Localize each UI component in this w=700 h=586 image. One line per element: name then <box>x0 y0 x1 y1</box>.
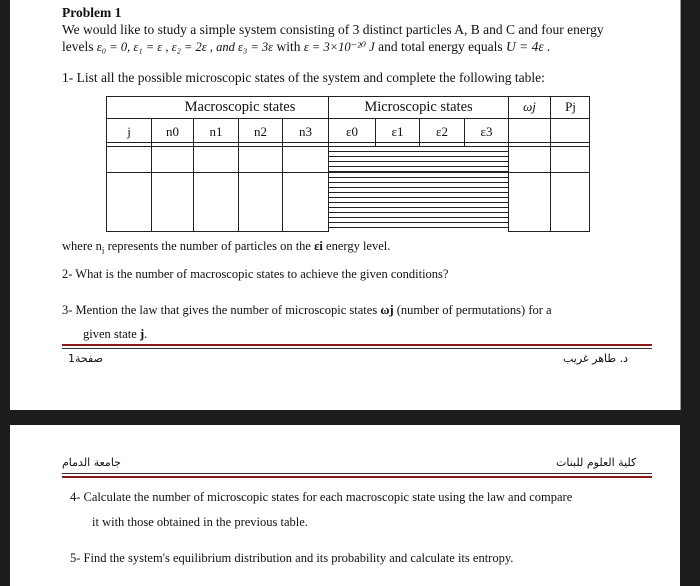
intro-line-1: We would like to study a simple system consisting of 3 distinct particles A, B and C and four energy <box>62 22 604 37</box>
microscopic-states-header: Microscopic states <box>364 99 473 115</box>
micro-states-lines-row-2 <box>329 173 508 232</box>
with-word: with <box>276 39 301 54</box>
q3-text-start: 3- Mention the law that gives the number of microscopic states <box>62 303 381 317</box>
where-epsilon: εi <box>314 239 323 253</box>
n0-header: n0 <box>166 124 179 139</box>
where-note <box>62 239 390 256</box>
total-energy: U = 4ε . <box>506 39 551 54</box>
header-college: كلية العلوم للبنات <box>556 456 637 469</box>
footer-page-number: صفحة1 <box>68 352 103 365</box>
omega-header: ωj <box>523 99 536 114</box>
header-black-rule <box>62 473 652 474</box>
e3-header: ε3 <box>480 124 493 139</box>
footer-author: د. طاهر غريب <box>563 352 629 365</box>
n1-header: n1 <box>209 124 223 139</box>
question-1: 1- List all the possible microscopic states of the system and complete the following table: <box>62 70 545 85</box>
q3-text-end: (number of permutations) for a <box>393 303 552 317</box>
question-4-line-1: 4- Calculate the number of microscopic states for each macroscopic state using the law and compare <box>70 490 573 504</box>
worksheet-page-2 <box>10 425 680 586</box>
col-line-micro-omega <box>508 96 509 232</box>
question-5: 5- Find the system's equilibrium distribution and its probability and calculate its entropy. <box>70 551 514 565</box>
epsilon-value: ε = 3×10⁻²⁰ J <box>303 40 375 54</box>
e2-header: ε2 <box>436 124 448 139</box>
j-header: j <box>127 124 131 139</box>
worksheet-page-1 <box>10 0 681 410</box>
q3-j: j <box>139 327 145 341</box>
where-text-middle: represents the number of particles on the <box>104 239 315 253</box>
macroscopic-states-header: Macroscopic states <box>184 99 296 115</box>
e1-header: ε1 <box>391 124 404 139</box>
intro-line-2-suffix: and total energy equals <box>378 39 503 54</box>
question-4-line-2: it with those obtained in the previous table. <box>92 515 308 529</box>
footer-red-rule <box>62 344 652 346</box>
footer-black-rule <box>62 348 652 349</box>
header-red-rule <box>62 476 652 478</box>
n3-header: n3 <box>299 124 312 139</box>
energy-levels-math: ε₀ = 0, ε₁ = ε , ε₂ = 2ε , and ε₃ = 3ε <box>96 40 274 54</box>
micro-states-lines-row-1 <box>329 147 508 172</box>
table-subheader-divider <box>106 142 590 143</box>
intro-levels-word: levels <box>62 39 94 54</box>
where-subscript: i <box>101 245 105 256</box>
q3-line2-text: given state <box>83 327 140 341</box>
e0-header: ε0 <box>346 124 358 139</box>
q3-omega: ωj <box>380 303 394 317</box>
probability-header: Pj <box>565 99 576 114</box>
where-text-start: where n <box>62 239 102 253</box>
problem-title: Problem 1 <box>62 5 122 20</box>
n2-header: n2 <box>254 124 267 139</box>
table-header-divider <box>106 118 590 119</box>
question-3-line-2 <box>83 327 147 342</box>
header-university: جامعة الدمام <box>62 456 121 469</box>
question-2: 2- What is the number of macroscopic states to achieve the given conditions? <box>62 267 449 281</box>
col-line-omega-p <box>550 96 551 232</box>
intro-line-2 <box>62 39 550 55</box>
question-3-line-1 <box>62 303 552 318</box>
where-text-end: energy level. <box>322 239 391 253</box>
q3-period: . <box>144 327 148 341</box>
